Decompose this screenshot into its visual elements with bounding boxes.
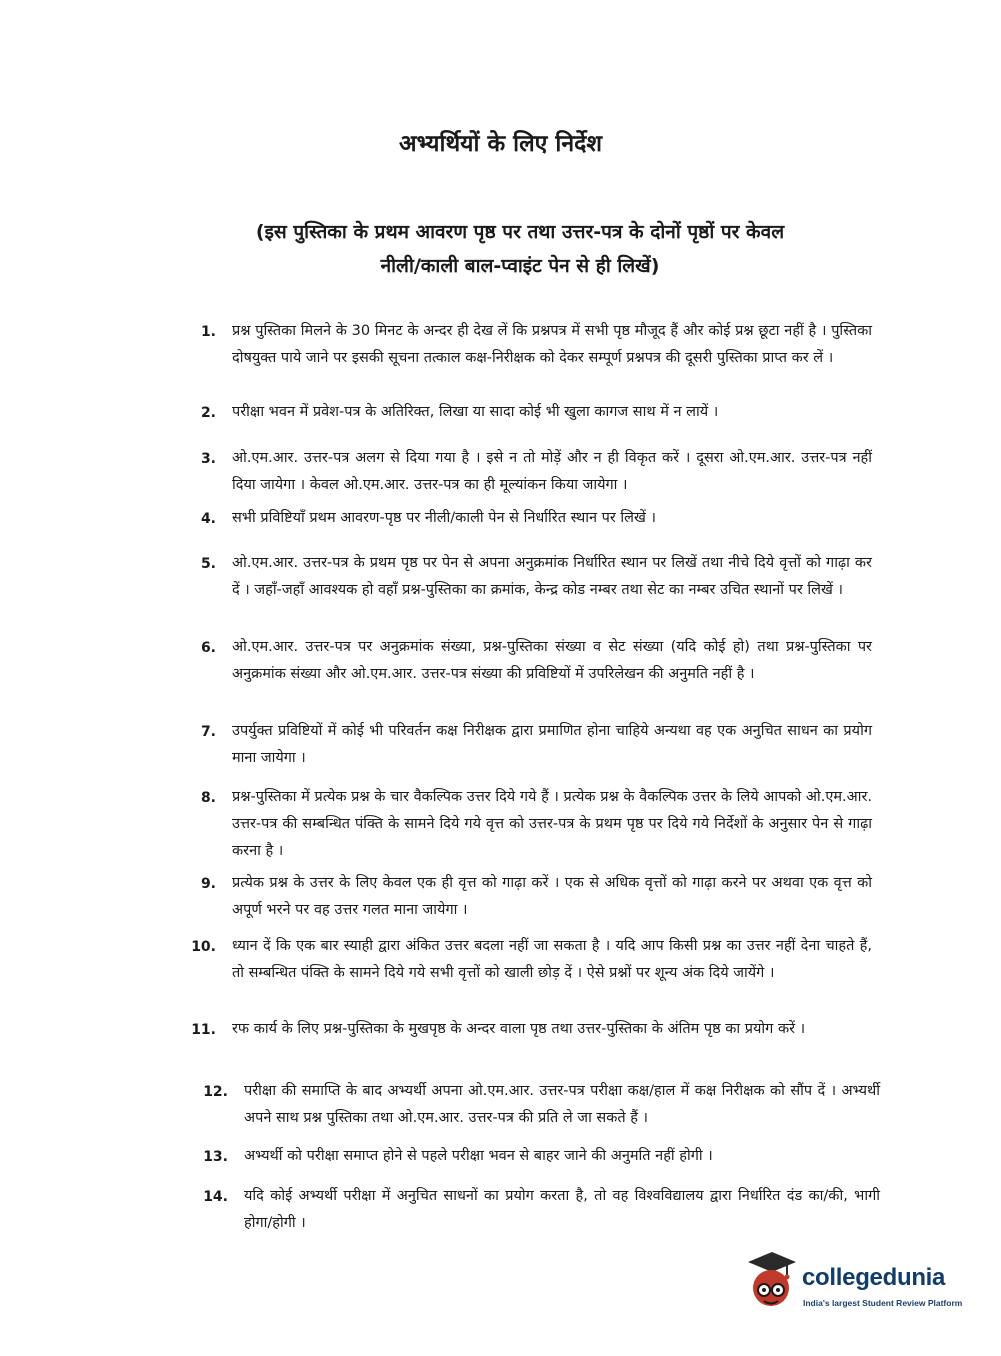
instruction-text: प्रश्न पुस्तिका मिलने के 30 मिनट के अन्दर ही देख लें कि प्रश्नपत्र में सभी पृष्ठ मौजूद हैं और कोई प्रश्न छूटा नहीं है । पुस्तिका दोषयुक्त पाये जाने पर इसकी सूचना तत्काल कक्ष-निरीक्षक को देकर सम्पूर्ण प्रश्नपत्र की दूसरी पुस्तिका प्राप्त कर लें । [232,323,872,366]
instruction-number: 6. [200,640,216,656]
collegedunia-watermark [742,1248,972,1318]
instruction-text: प्रश्न-पुस्तिका में प्रत्येक प्रश्न के चार वैकल्पिक उत्तर दिये गये हैं । प्रत्येक प्रश्न के वैकल्पिक उत्तर के लिये आपको ओ.एम.आर. उत्तर-पत्र की सम्बन्धित पंक्ति के सामने दिये गये वृत्त को उत्तर-पत्र के प्रथम पृष्ठ पर दिये गये निर्देशों के अनुसार पेन से गाढ़ा करना है । [232,789,872,859]
instruction-number: 2. [200,405,216,421]
subtitle-line-2: नीली/काली बाल-प्वाइंट पेन से ही लिखें) [380,255,660,277]
instruction-text: ओ.एम.आर. उत्तर-पत्र अलग से दिया गया है । इसे न तो मोड़ें और न ही विकृत करें । दूसरा ओ.एम.आर. उत्तर-पत्र नहीं दिया जायेगा । केवल ओ.एम.आर. उत्तर-पत्र का ही मूल्यांकन किया जायेगा । [232,450,872,493]
instruction-number: 4. [200,511,216,527]
instruction-number: 7. [200,724,216,740]
student-mascot-icon [742,1248,800,1316]
instruction-number: 5. [200,556,216,572]
instruction-number: 1. [200,324,216,340]
instruction-text: प्रत्येक प्रश्न के उत्तर के लिए केवल एक ही वृत्त को गाढ़ा करें । एक से अधिक वृत्तों को गाढ़ा करने पर अथवा एक वृत्त को अपूर्ण भरने पर वह उत्तर गलत माना जायेगा । [232,875,872,918]
instruction-number: 8. [200,790,216,806]
instruction-number: 14. [203,1189,228,1205]
subtitle [230,215,810,283]
instruction-text: सभी प्रविष्टियाँ प्रथम आवरण-पृष्ठ पर नीली/काली पेन से निर्धारित स्थान पर लिखें । [232,510,656,526]
instruction-text: ओ.एम.आर. उत्तर-पत्र के प्रथम पृष्ठ पर पेन से अपना अनुक्रमांक निर्धारित स्थान पर लिखें तथा नीचे दिये वृत्तों को गाढ़ा कर दें । जहाँ-जहाँ आवश्यक हो वहाँ प्रश्न-पुस्तिका का क्रमांक, केन्द्र कोड नम्बर तथा सेट का नम्बर उचित स्थानों पर लिखें । [232,555,872,598]
instruction-number: 9. [200,876,216,892]
instruction-text: परीक्षा की समाप्ति के बाद अभ्यर्थी अपना ओ.एम.आर. उत्तर-पत्र परीक्षा कक्ष/हाल में कक्ष निरीक्षक को सौंप दें । अभ्यर्थी अपने साथ प्रश्न पुस्तिका तथा ओ.एम.आर. उत्तर-पत्र की प्रति ले जा सकते हैं । [244,1083,880,1126]
brand-tagline: India's largest Student Review Platform [803,1298,963,1308]
instruction-number: 13. [203,1149,228,1165]
instruction-text: उपर्युक्त प्रविष्टियों में कोई भी परिवर्तन कक्ष निरीक्षक द्वारा प्रमाणित होना चाहिये अन्यथा वह एक अनुचित साधन का प्रयोग माना जायेगा । [232,723,872,766]
instruction-text: अभ्यर्थी को परीक्षा समाप्त होने से पहले परीक्षा भवन से बाहर जाने की अनुमति नहीं होगी । [244,1148,713,1164]
instruction-number: 12. [203,1084,228,1100]
instruction-number: 3. [200,451,216,467]
subtitle-line-1: (इस पुस्तिका के प्रथम आवरण पृष्ठ पर तथा उत्तर-पत्र के दोनों पृष्ठों पर केवल [255,221,785,243]
page-title: अभ्यर्थियों के लिए निर्देश [399,131,602,157]
instruction-text: यदि कोई अभ्यर्थी परीक्षा में अनुचित साधनों का प्रयोग करता है, तो वह विश्वविद्यालय द्वारा निर्धारित दंड का/की, भागी होगा/होगी । [244,1188,880,1231]
instruction-number: 10. [191,939,216,955]
instruction-number: 11. [191,1022,216,1038]
instruction-text: परीक्षा भवन में प्रवेश-पत्र के अतिरिक्त, लिखा या सादा कोई भी खुला कागज साथ में न लायें । [232,404,719,420]
brand-name: collegedunia [802,1264,946,1291]
instruction-text: ओ.एम.आर. उत्तर-पत्र पर अनुक्रमांक संख्या, प्रश्न-पुस्तिका संख्या व सेट संख्या (यदि कोई हो) तथा प्रश्न-पुस्तिका पर अनुक्रमांक संख्या और ओ.एम.आर. उत्तर-पत्र संख्या की प्रविष्टियों में उपरिलेखन की अनुमति नहीं है । [232,639,872,682]
instruction-text: ध्यान दें कि एक बार स्याही द्वारा अंकित उत्तर बदला नहीं जा सकता है । यदि आप किसी प्रश्न का उत्तर नहीं देना चाहते हैं, तो सम्बन्धित पंक्ति के सामने दिये गये सभी वृत्तों को खाली छोड़ दें । ऐसे प्रश्नों पर शून्य अंक दिये जायेंगे । [232,938,872,981]
instruction-text: रफ कार्य के लिए प्रश्न-पुस्तिका के मुखपृष्ठ के अन्दर वाला पृष्ठ तथा उत्तर-पुस्तिका के अंतिम पृष्ठ का प्रयोग करें । [232,1021,806,1037]
